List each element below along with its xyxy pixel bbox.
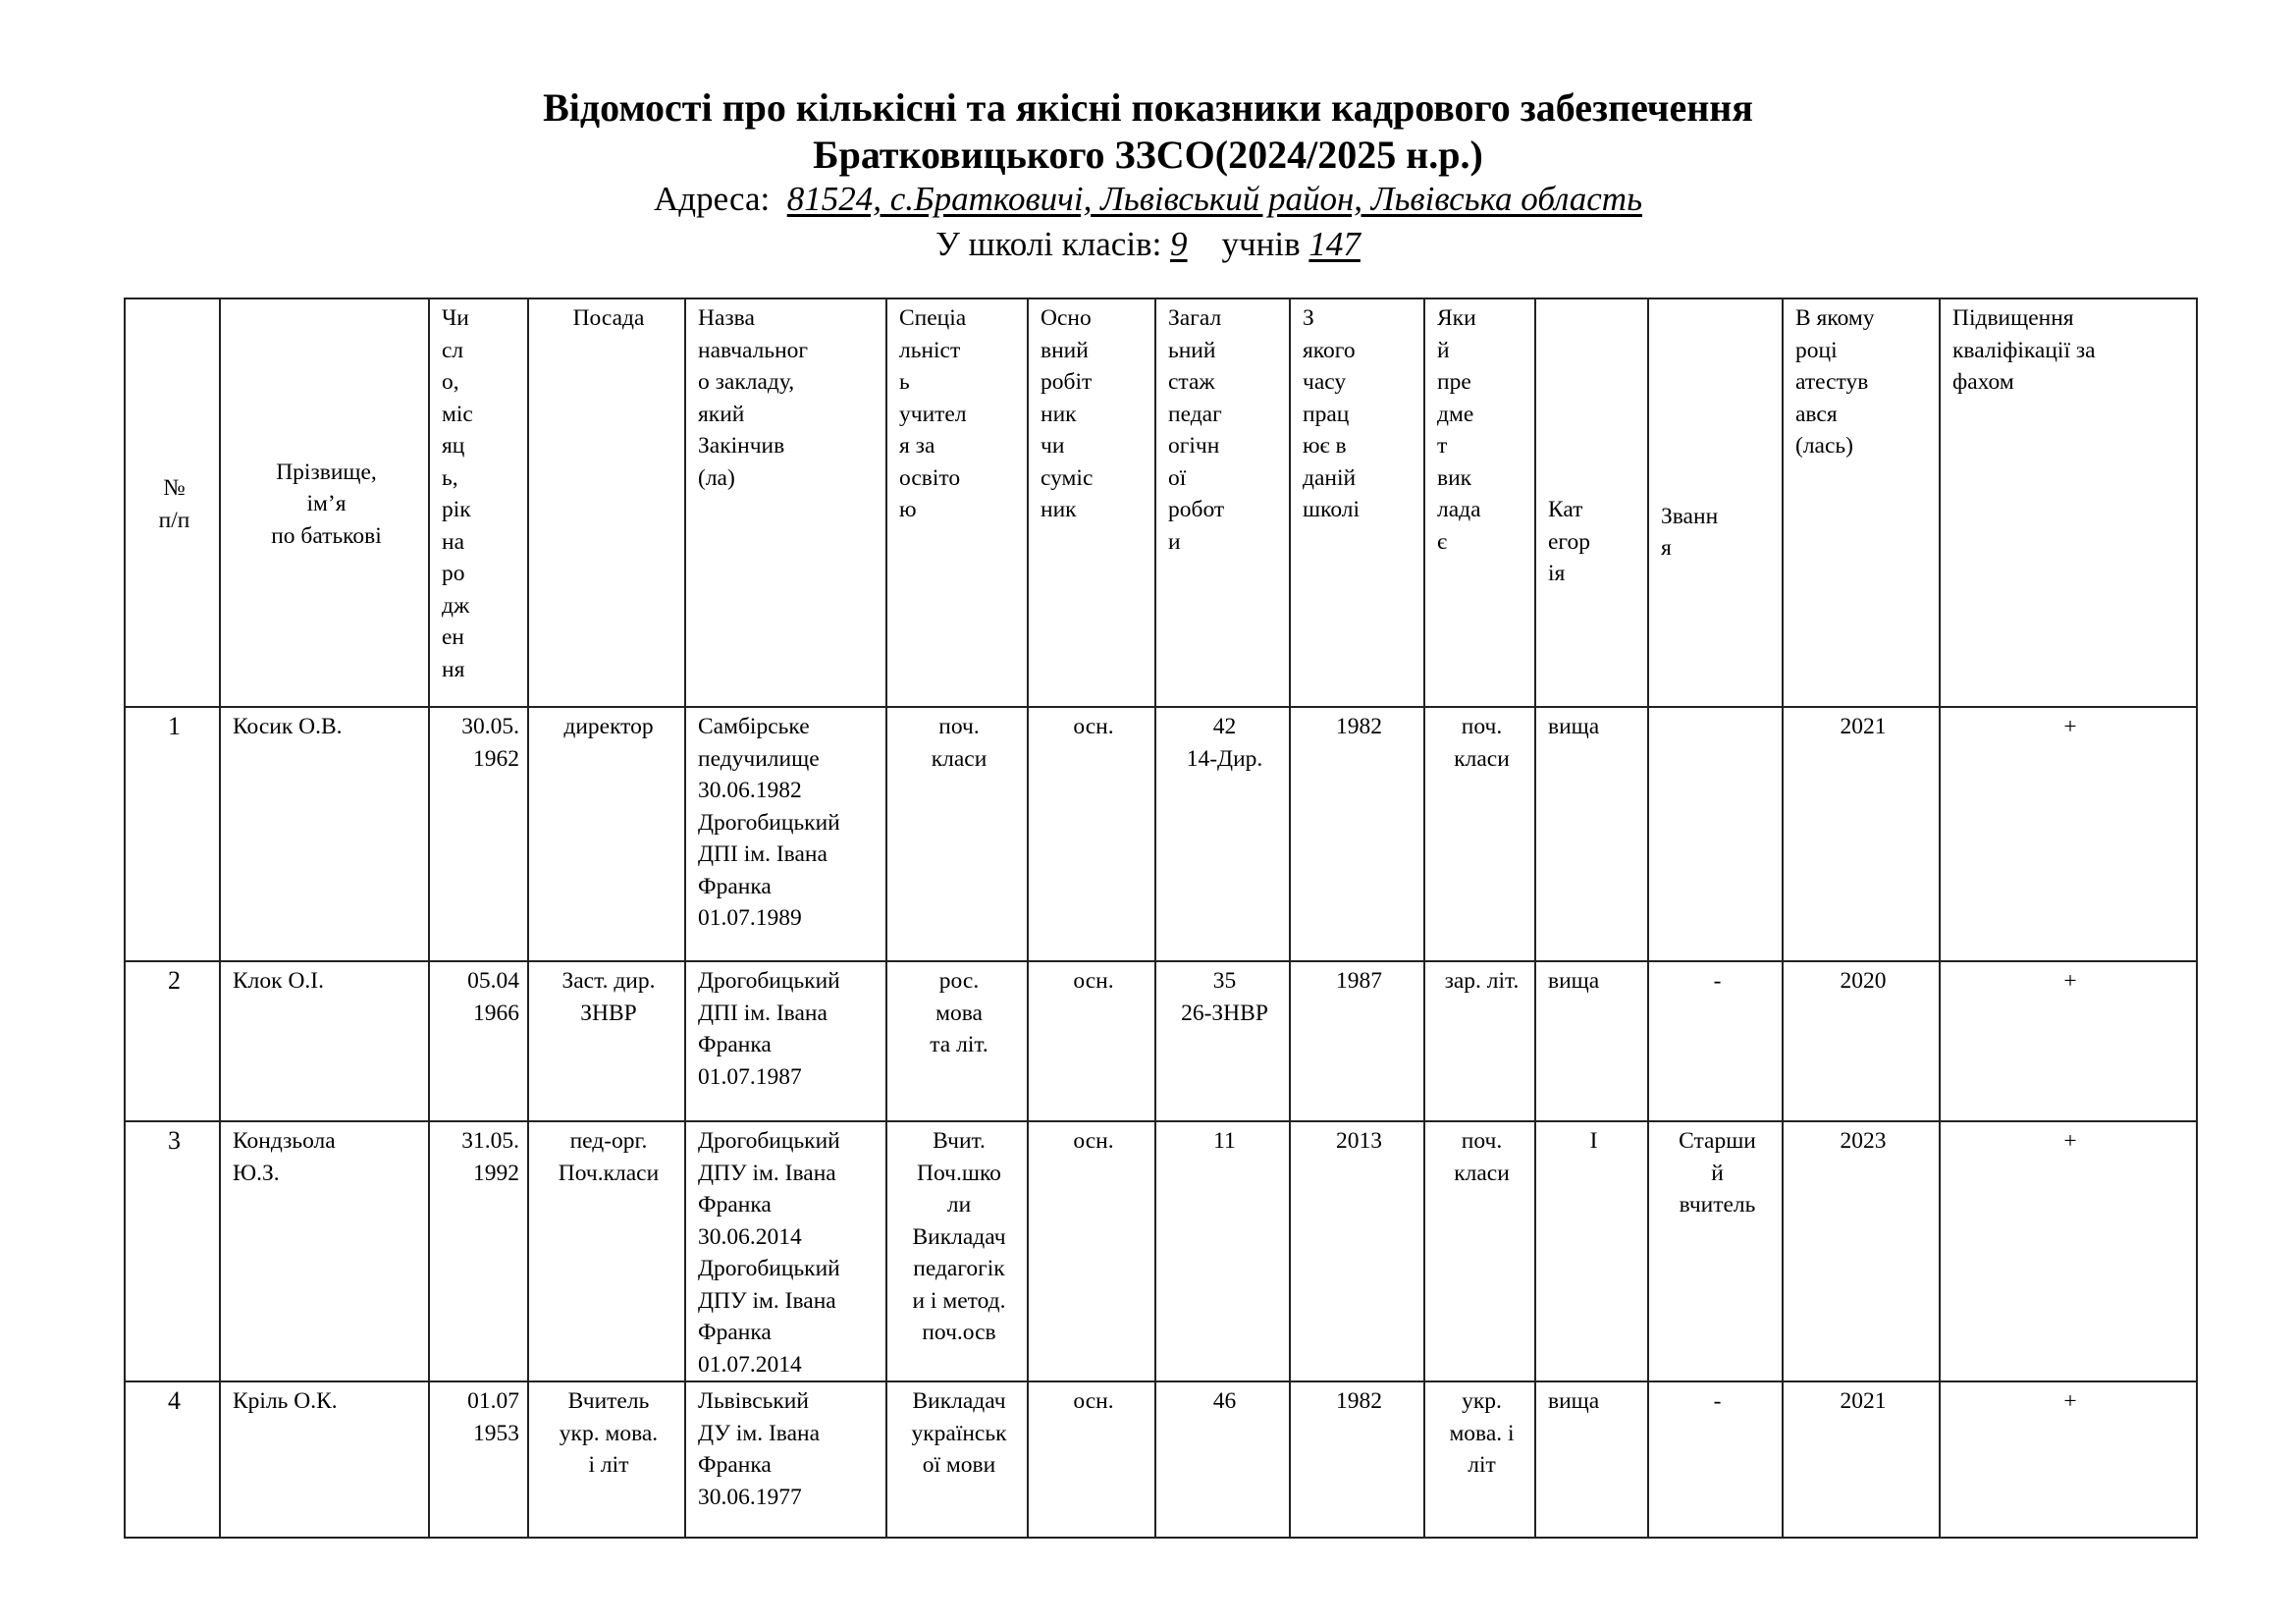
cell-start-year: 1982 [1290, 707, 1424, 961]
cell-subject: укр. мова. і літ [1424, 1381, 1535, 1538]
cell-position: Заст. дир. ЗНВР [528, 961, 685, 1121]
cell-full-name: Клок О.І. [220, 961, 429, 1121]
cell-position: директор [528, 707, 685, 961]
header-full-name: Прізвище, ім’я по батькові [220, 298, 429, 707]
header-institution: Назва навчальног о закладу, який Закінчив (ла) [685, 298, 886, 707]
cell-subject: зар. літ. [1424, 961, 1535, 1121]
cell-title: Старши й вчитель [1648, 1121, 1783, 1381]
cell-institution: Самбірське педучилище 30.06.1982 Дрогобицький ДПІ ім. Івана Франка 01.07.1989 [685, 707, 886, 961]
header-qualification-upgrade: Підвищення кваліфікації за фахом [1940, 298, 2197, 707]
header-employment-type: Осно вний робіт ник чи суміс ник [1028, 298, 1155, 707]
cell-total-experience: 11 [1155, 1121, 1290, 1381]
table-header-row [125, 298, 2197, 707]
cell-start-year: 1987 [1290, 961, 1424, 1121]
cell-title: - [1648, 961, 1783, 1121]
cell-specialty: Вчит. Поч.шко ли Викладач педагогік и і метод. поч.осв [886, 1121, 1028, 1381]
address-value: 81524, с.Братковичі, Львівський район, Львівська область [786, 180, 1642, 218]
cell-number: 1 [125, 707, 220, 961]
cell-start-year: 1982 [1290, 1381, 1424, 1538]
cell-birth-date: 30.05. 1962 [429, 707, 528, 961]
table-row [125, 1121, 2197, 1381]
cell-institution: Дрогобицький ДПІ ім. Івана Франка 01.07.1987 [685, 961, 886, 1121]
cell-subject: поч. класи [1424, 1121, 1535, 1381]
cell-total-experience: 35 26-ЗНВР [1155, 961, 1290, 1121]
cell-institution: Дрогобицький ДПУ ім. Івана Франка 30.06.2014 Дрогобицький ДПУ ім. Івана Франка 01.07.2014 [685, 1121, 886, 1381]
school-stats-line [0, 223, 2296, 266]
table-row [125, 707, 2197, 961]
staff-table [124, 298, 2198, 1539]
cell-category: I [1535, 1121, 1648, 1381]
cell-employment-type: осн. [1028, 707, 1155, 961]
cell-title [1648, 707, 1783, 961]
cell-position: Вчитель укр. мова. і літ [528, 1381, 685, 1538]
header-start-year: З якого часу прац ює в даній школі [1290, 298, 1424, 707]
classes-label: У школі класів: [935, 225, 1162, 263]
header-birth-date: Чи сл о, міс яц ь, рік на ро дж ен ня [429, 298, 528, 707]
cell-full-name: Кондзьола Ю.З. [220, 1121, 429, 1381]
cell-full-name: Косик О.В. [220, 707, 429, 961]
table-body [125, 707, 2197, 1538]
cell-title: - [1648, 1381, 1783, 1538]
classes-count: 9 [1170, 225, 1188, 263]
cell-position: пед-орг. Поч.класи [528, 1121, 685, 1381]
cell-employment-type: осн. [1028, 1381, 1155, 1538]
cell-attestation-year: 2021 [1783, 707, 1940, 961]
cell-birth-date: 01.07 1953 [429, 1381, 528, 1538]
cell-qualification-upgrade: + [1940, 1381, 2197, 1538]
table-row [125, 961, 2197, 1121]
header-position: Посада [528, 298, 685, 707]
cell-attestation-year: 2021 [1783, 1381, 1940, 1538]
cell-attestation-year: 2023 [1783, 1121, 1940, 1381]
cell-qualification-upgrade: + [1940, 707, 2197, 961]
header-number: № п/п [125, 298, 220, 707]
cell-specialty: рос. мова та літ. [886, 961, 1028, 1121]
header-subject: Яки й пре дме т вик лада є [1424, 298, 1535, 707]
cell-category: вища [1535, 1381, 1648, 1538]
cell-total-experience: 42 14-Дир. [1155, 707, 1290, 961]
cell-institution: Львівський ДУ ім. Івана Франка 30.06.1977 [685, 1381, 886, 1538]
cell-start-year: 2013 [1290, 1121, 1424, 1381]
cell-number: 2 [125, 961, 220, 1121]
cell-subject: поч. класи [1424, 707, 1535, 961]
cell-qualification-upgrade: + [1940, 961, 2197, 1121]
cell-category: вища [1535, 961, 1648, 1121]
cell-birth-date: 05.04 1966 [429, 961, 528, 1121]
students-label: учнів [1221, 225, 1301, 263]
address-label: Адреса: [654, 180, 771, 218]
cell-number: 3 [125, 1121, 220, 1381]
cell-employment-type: осн. [1028, 961, 1155, 1121]
cell-qualification-upgrade: + [1940, 1121, 2197, 1381]
header-attestation-year: В якому році атестув ався (лась) [1783, 298, 1940, 707]
students-count: 147 [1308, 225, 1361, 263]
cell-specialty: поч. класи [886, 707, 1028, 961]
cell-total-experience: 46 [1155, 1381, 1290, 1538]
document-title-line-1: Відомості про кількісні та якісні показники кадрового забезпечення [543, 85, 1753, 130]
header-category: Кат егор ія [1535, 298, 1648, 707]
cell-specialty: Викладач українськ ої мови [886, 1381, 1028, 1538]
cell-birth-date: 31.05. 1992 [429, 1121, 528, 1381]
document-title-line-2: Братковицького ЗЗСО(2024/2025 н.р.) [813, 133, 1483, 177]
header-total-experience: Загал ьний стаж педаг огічн ої робот и [1155, 298, 1290, 707]
cell-category: вища [1535, 707, 1648, 961]
header-specialty: Спеціа льніст ь учител я за освіто ю [886, 298, 1028, 707]
cell-full-name: Кріль О.К. [220, 1381, 429, 1538]
table-row [125, 1381, 2197, 1538]
header-title: Званн я [1648, 298, 1783, 707]
cell-number: 4 [125, 1381, 220, 1538]
cell-attestation-year: 2020 [1783, 961, 1940, 1121]
cell-employment-type: осн. [1028, 1121, 1155, 1381]
address-line [0, 178, 2296, 221]
